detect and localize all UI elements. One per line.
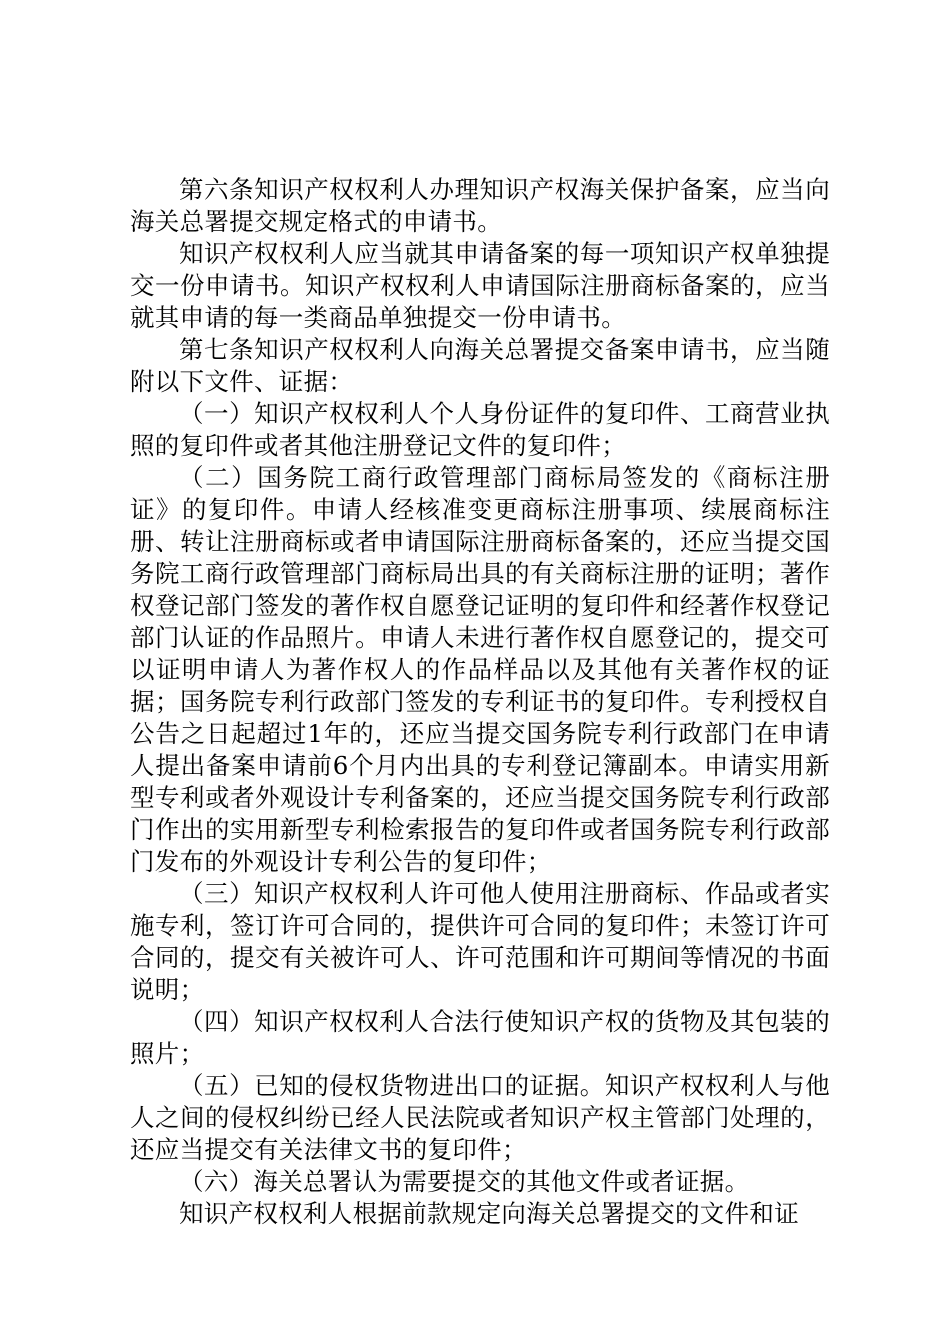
list-item-4: （四）知识产权权利人合法行使知识产权的货物及其包装的照片； [130,1007,830,1068]
list-item-2: （二）国务院工商行政管理部门商标局签发的《商标注册证》的复印件。申请人经核准变更商标注册事项、续展商标注册、转让注册商标或者申请国际注册商标备案的，还应当提交国务院工商行政管理部门商标局出具的有关商标注册的证明；著作权登记部门签发的著作权自愿登记证明的复印件和经著作权登记部门认证的作品照片。申请人未进行著作权自愿登记的，提交可以证明申请人为著作权人的作品样品以及其他有关著作权的证据；国务院专利行政部门签发的专利证书的复印件。专利授权自公告之日起超过1年的，还应当提交国务院专利行政部门在申请人提出备案申请前6个月内出具的专利登记簿副本。申请实用新型专利或者外观设计专利备案的，还应当提交国务院专利行政部门作出的实用新型专利检索报告的复印件或者国务院专利行政部门发布的外观设计专利公告的复印件； [130,463,830,876]
list-item-6: （六）海关总署认为需要提交的其他文件或者证据。 [179,1167,750,1196]
paragraph-application-per-right: 知识产权权利人应当就其申请备案的每一项知识产权单独提交一份申请书。知识产权权利人申请国际注册商标备案的，应当就其申请的每一类商品单独提交一份申请书。 [130,239,830,332]
document-body [130,174,830,1230]
paragraph-submitted-documents: 知识产权权利人根据前款规定向海关总署提交的文件和证 [179,1199,799,1228]
list-item-1: （一）知识产权权利人个人身份证件的复印件、工商营业执照的复印件或者其他注册登记文件的复印件； [130,399,830,460]
paragraph-article-7: 第七条知识产权权利人向海关总署提交备案申请书，应当随附以下文件、证据： [130,335,830,396]
list-item-3: （三）知识产权权利人许可他人使用注册商标、作品或者实施专利，签订许可合同的，提供许可合同的复印件；未签订许可合同的，提交有关被许可人、许可范围和许可期间等情况的书面说明； [130,879,830,1004]
list-item-5: （五）已知的侵权货物进出口的证据。知识产权权利人与他人之间的侵权纠纷已经人民法院或者知识产权主管部门处理的，还应当提交有关法律文书的复印件； [130,1071,830,1164]
paragraph-article-6: 第六条知识产权权利人办理知识产权海关保护备案，应当向海关总署提交规定格式的申请书。 [130,175,830,236]
